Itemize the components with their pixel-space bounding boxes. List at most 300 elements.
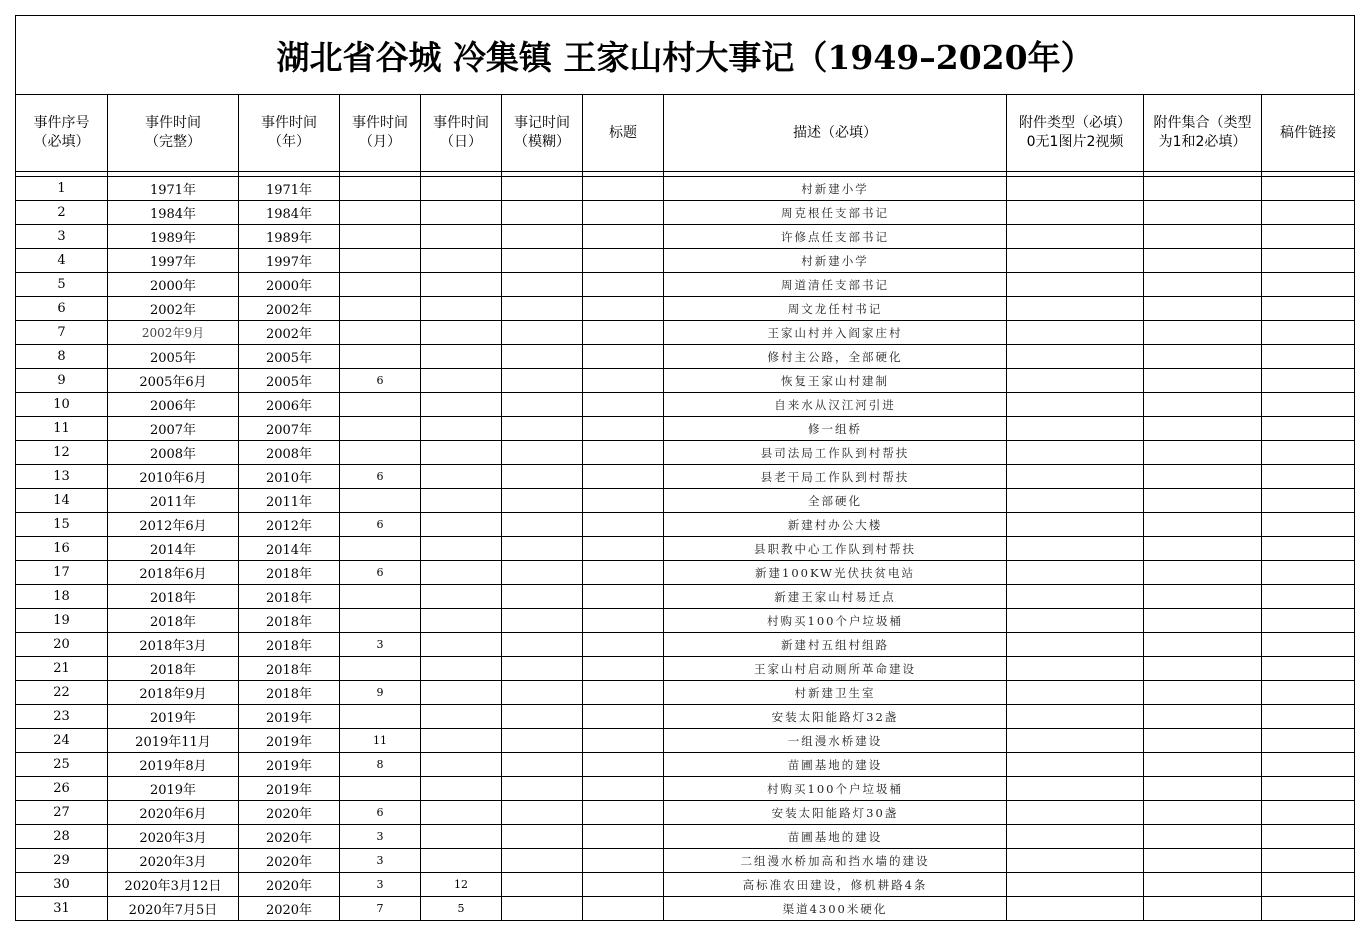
cell-no[interactable]: 16 xyxy=(16,537,108,561)
column-header-full-time[interactable] xyxy=(108,95,239,172)
cell-link[interactable] xyxy=(1262,801,1355,825)
cell-no[interactable]: 11 xyxy=(16,417,108,441)
cell-fuzzy[interactable] xyxy=(502,417,583,441)
cell-fuzzy[interactable] xyxy=(502,441,583,465)
cell-description[interactable]: 苗圃基地的建设 xyxy=(664,825,1007,849)
cell-attachment-type[interactable] xyxy=(1007,657,1144,681)
cell-day[interactable] xyxy=(421,633,502,657)
cell-attachment-set[interactable] xyxy=(1144,417,1262,441)
cell-attachment-set[interactable] xyxy=(1144,657,1262,681)
cell-title[interactable] xyxy=(583,561,664,585)
cell-link[interactable] xyxy=(1262,609,1355,633)
cell-full-time[interactable]: 2005年 xyxy=(108,345,239,369)
cell-full-time[interactable]: 2018年9月 xyxy=(108,681,239,705)
cell-fuzzy[interactable] xyxy=(502,201,583,225)
cell-fuzzy[interactable] xyxy=(502,729,583,753)
cell-description[interactable]: 村购买100个户垃圾桶 xyxy=(664,777,1007,801)
cell-month[interactable]: 3 xyxy=(340,873,421,897)
cell-full-time[interactable]: 1997年 xyxy=(108,249,239,273)
cell-title[interactable] xyxy=(583,393,664,417)
cell-title[interactable] xyxy=(583,321,664,345)
cell-no[interactable]: 4 xyxy=(16,249,108,273)
cell-attachment-type[interactable] xyxy=(1007,633,1144,657)
cell-day[interactable] xyxy=(421,297,502,321)
cell-description[interactable]: 新建村办公大楼 xyxy=(664,513,1007,537)
cell-day[interactable] xyxy=(421,729,502,753)
cell-attachment-set[interactable] xyxy=(1144,729,1262,753)
cell-month[interactable]: 11 xyxy=(340,729,421,753)
cell-description[interactable]: 许修点任支部书记 xyxy=(664,225,1007,249)
cell-month[interactable] xyxy=(340,321,421,345)
cell-full-time[interactable]: 2002年 xyxy=(108,297,239,321)
cell-no[interactable]: 3 xyxy=(16,225,108,249)
cell-attachment-set[interactable] xyxy=(1144,201,1262,225)
cell-fuzzy[interactable] xyxy=(502,345,583,369)
cell-no[interactable]: 28 xyxy=(16,825,108,849)
cell-day[interactable] xyxy=(421,465,502,489)
cell-month[interactable]: 7 xyxy=(340,897,421,921)
cell-month[interactable] xyxy=(340,609,421,633)
cell-day[interactable] xyxy=(421,657,502,681)
cell-year[interactable]: 2006年 xyxy=(239,393,340,417)
cell-full-time[interactable]: 2020年7月5日 xyxy=(108,897,239,921)
cell-fuzzy[interactable] xyxy=(502,225,583,249)
cell-attachment-set[interactable] xyxy=(1144,537,1262,561)
cell-attachment-set[interactable] xyxy=(1144,609,1262,633)
cell-fuzzy[interactable] xyxy=(502,681,583,705)
cell-title[interactable] xyxy=(583,873,664,897)
cell-year[interactable]: 2012年 xyxy=(239,513,340,537)
cell-link[interactable] xyxy=(1262,729,1355,753)
cell-day[interactable] xyxy=(421,225,502,249)
cell-attachment-set[interactable] xyxy=(1144,393,1262,417)
cell-year[interactable]: 2008年 xyxy=(239,441,340,465)
cell-full-time[interactable]: 2018年6月 xyxy=(108,561,239,585)
cell-description[interactable]: 县司法局工作队到村帮扶 xyxy=(664,441,1007,465)
cell-fuzzy[interactable] xyxy=(502,825,583,849)
cell-attachment-type[interactable] xyxy=(1007,705,1144,729)
cell-attachment-type[interactable] xyxy=(1007,681,1144,705)
cell-no[interactable]: 2 xyxy=(16,201,108,225)
cell-fuzzy[interactable] xyxy=(502,657,583,681)
column-header-fuzzy[interactable] xyxy=(502,95,583,172)
cell-link[interactable] xyxy=(1262,225,1355,249)
cell-no[interactable]: 22 xyxy=(16,681,108,705)
cell-description[interactable]: 新建100KW光伏扶贫电站 xyxy=(664,561,1007,585)
cell-fuzzy[interactable] xyxy=(502,633,583,657)
page-title[interactable]: 湖北省谷城 冷集镇 王家山村大事记（1949–2020年） xyxy=(16,16,1355,95)
cell-full-time[interactable]: 2011年 xyxy=(108,489,239,513)
cell-link[interactable] xyxy=(1262,585,1355,609)
cell-link[interactable] xyxy=(1262,489,1355,513)
cell-full-time[interactable]: 2012年6月 xyxy=(108,513,239,537)
cell-year[interactable]: 2005年 xyxy=(239,369,340,393)
cell-link[interactable] xyxy=(1262,537,1355,561)
cell-description[interactable]: 修村主公路，全部硬化 xyxy=(664,345,1007,369)
cell-link[interactable] xyxy=(1262,321,1355,345)
cell-no[interactable]: 17 xyxy=(16,561,108,585)
cell-title[interactable] xyxy=(583,777,664,801)
cell-full-time[interactable]: 2002年9月 xyxy=(108,321,239,345)
cell-attachment-set[interactable] xyxy=(1144,753,1262,777)
cell-full-time[interactable]: 1984年 xyxy=(108,201,239,225)
cell-attachment-type[interactable] xyxy=(1007,489,1144,513)
cell-no[interactable]: 13 xyxy=(16,465,108,489)
cell-description[interactable]: 周道清任支部书记 xyxy=(664,273,1007,297)
cell-link[interactable] xyxy=(1262,441,1355,465)
cell-year[interactable]: 2018年 xyxy=(239,585,340,609)
cell-attachment-type[interactable] xyxy=(1007,801,1144,825)
cell-no[interactable]: 15 xyxy=(16,513,108,537)
cell-month[interactable] xyxy=(340,345,421,369)
cell-no[interactable]: 9 xyxy=(16,369,108,393)
cell-fuzzy[interactable] xyxy=(502,777,583,801)
cell-year[interactable]: 1971年 xyxy=(239,177,340,201)
cell-year[interactable]: 2010年 xyxy=(239,465,340,489)
cell-attachment-set[interactable] xyxy=(1144,465,1262,489)
cell-month[interactable] xyxy=(340,777,421,801)
cell-no[interactable]: 23 xyxy=(16,705,108,729)
cell-attachment-type[interactable] xyxy=(1007,369,1144,393)
cell-fuzzy[interactable] xyxy=(502,513,583,537)
cell-no[interactable]: 26 xyxy=(16,777,108,801)
cell-description[interactable]: 恢复王家山村建制 xyxy=(664,369,1007,393)
cell-no[interactable]: 31 xyxy=(16,897,108,921)
cell-year[interactable]: 2002年 xyxy=(239,321,340,345)
cell-title[interactable] xyxy=(583,657,664,681)
cell-fuzzy[interactable] xyxy=(502,849,583,873)
cell-year[interactable]: 2020年 xyxy=(239,873,340,897)
cell-description[interactable]: 一组漫水桥建设 xyxy=(664,729,1007,753)
cell-title[interactable] xyxy=(583,369,664,393)
cell-description[interactable]: 王家山村并入阎家庄村 xyxy=(664,321,1007,345)
cell-year[interactable]: 2011年 xyxy=(239,489,340,513)
cell-attachment-set[interactable] xyxy=(1144,273,1262,297)
cell-description[interactable]: 渠道4300米硬化 xyxy=(664,897,1007,921)
cell-attachment-set[interactable] xyxy=(1144,873,1262,897)
cell-description[interactable]: 村新建卫生室 xyxy=(664,681,1007,705)
cell-attachment-set[interactable] xyxy=(1144,321,1262,345)
cell-full-time[interactable]: 2018年3月 xyxy=(108,633,239,657)
cell-no[interactable]: 29 xyxy=(16,849,108,873)
cell-year[interactable]: 1989年 xyxy=(239,225,340,249)
cell-fuzzy[interactable] xyxy=(502,561,583,585)
cell-link[interactable] xyxy=(1262,681,1355,705)
cell-attachment-set[interactable] xyxy=(1144,369,1262,393)
cell-attachment-type[interactable] xyxy=(1007,585,1144,609)
cell-link[interactable] xyxy=(1262,849,1355,873)
cell-title[interactable] xyxy=(583,273,664,297)
cell-full-time[interactable]: 2019年 xyxy=(108,777,239,801)
cell-description[interactable]: 新建村五组村组路 xyxy=(664,633,1007,657)
cell-full-time[interactable]: 2019年8月 xyxy=(108,753,239,777)
column-header-attachment-type[interactable] xyxy=(1007,95,1144,172)
cell-day[interactable] xyxy=(421,201,502,225)
cell-attachment-set[interactable] xyxy=(1144,441,1262,465)
cell-fuzzy[interactable] xyxy=(502,489,583,513)
cell-description[interactable]: 苗圃基地的建设 xyxy=(664,753,1007,777)
cell-day[interactable] xyxy=(421,705,502,729)
cell-month[interactable] xyxy=(340,249,421,273)
column-header-year[interactable] xyxy=(239,95,340,172)
cell-link[interactable] xyxy=(1262,345,1355,369)
cell-link[interactable] xyxy=(1262,825,1355,849)
cell-attachment-set[interactable] xyxy=(1144,801,1262,825)
cell-attachment-type[interactable] xyxy=(1007,273,1144,297)
cell-full-time[interactable]: 2007年 xyxy=(108,417,239,441)
cell-full-time[interactable]: 2018年 xyxy=(108,585,239,609)
cell-fuzzy[interactable] xyxy=(502,297,583,321)
cell-attachment-set[interactable] xyxy=(1144,345,1262,369)
cell-title[interactable] xyxy=(583,753,664,777)
cell-no[interactable]: 5 xyxy=(16,273,108,297)
cell-full-time[interactable]: 2006年 xyxy=(108,393,239,417)
cell-year[interactable]: 2005年 xyxy=(239,345,340,369)
cell-attachment-type[interactable] xyxy=(1007,417,1144,441)
cell-day[interactable] xyxy=(421,249,502,273)
cell-title[interactable] xyxy=(583,201,664,225)
cell-month[interactable] xyxy=(340,417,421,441)
cell-link[interactable] xyxy=(1262,417,1355,441)
cell-description[interactable]: 安装太阳能路灯32盏 xyxy=(664,705,1007,729)
cell-attachment-type[interactable] xyxy=(1007,321,1144,345)
cell-title[interactable] xyxy=(583,585,664,609)
cell-no[interactable]: 18 xyxy=(16,585,108,609)
cell-attachment-type[interactable] xyxy=(1007,177,1144,201)
cell-title[interactable] xyxy=(583,681,664,705)
cell-no[interactable]: 7 xyxy=(16,321,108,345)
cell-link[interactable] xyxy=(1262,201,1355,225)
cell-month[interactable]: 6 xyxy=(340,465,421,489)
cell-description[interactable]: 高标准农田建设，修机耕路4条 xyxy=(664,873,1007,897)
cell-attachment-type[interactable] xyxy=(1007,513,1144,537)
cell-attachment-set[interactable] xyxy=(1144,249,1262,273)
cell-year[interactable]: 2019年 xyxy=(239,729,340,753)
cell-description[interactable]: 村购买100个户垃圾桶 xyxy=(664,609,1007,633)
cell-day[interactable] xyxy=(421,585,502,609)
cell-no[interactable]: 10 xyxy=(16,393,108,417)
cell-attachment-type[interactable] xyxy=(1007,201,1144,225)
cell-link[interactable] xyxy=(1262,705,1355,729)
cell-year[interactable]: 2007年 xyxy=(239,417,340,441)
cell-link[interactable] xyxy=(1262,873,1355,897)
cell-full-time[interactable]: 2020年3月 xyxy=(108,849,239,873)
cell-fuzzy[interactable] xyxy=(502,585,583,609)
cell-attachment-type[interactable] xyxy=(1007,225,1144,249)
cell-title[interactable] xyxy=(583,849,664,873)
cell-description[interactable]: 县职教中心工作队到村帮扶 xyxy=(664,537,1007,561)
cell-link[interactable] xyxy=(1262,249,1355,273)
cell-no[interactable]: 25 xyxy=(16,753,108,777)
cell-attachment-set[interactable] xyxy=(1144,561,1262,585)
cell-description[interactable]: 周克根任支部书记 xyxy=(664,201,1007,225)
cell-full-time[interactable]: 2020年3月12日 xyxy=(108,873,239,897)
cell-no[interactable]: 19 xyxy=(16,609,108,633)
cell-month[interactable] xyxy=(340,441,421,465)
cell-year[interactable]: 1997年 xyxy=(239,249,340,273)
cell-full-time[interactable]: 2005年6月 xyxy=(108,369,239,393)
cell-description[interactable]: 安装太阳能路灯30盏 xyxy=(664,801,1007,825)
cell-month[interactable]: 6 xyxy=(340,801,421,825)
cell-link[interactable] xyxy=(1262,657,1355,681)
column-header-day[interactable] xyxy=(421,95,502,172)
cell-day[interactable] xyxy=(421,321,502,345)
cell-year[interactable]: 2020年 xyxy=(239,897,340,921)
cell-title[interactable] xyxy=(583,489,664,513)
cell-fuzzy[interactable] xyxy=(502,393,583,417)
cell-description[interactable]: 自来水从汉江河引进 xyxy=(664,393,1007,417)
cell-day[interactable] xyxy=(421,369,502,393)
cell-attachment-set[interactable] xyxy=(1144,825,1262,849)
cell-year[interactable]: 2018年 xyxy=(239,681,340,705)
cell-year[interactable]: 2020年 xyxy=(239,849,340,873)
cell-day[interactable] xyxy=(421,417,502,441)
cell-year[interactable]: 2020年 xyxy=(239,801,340,825)
cell-link[interactable] xyxy=(1262,633,1355,657)
cell-year[interactable]: 2002年 xyxy=(239,297,340,321)
cell-day[interactable] xyxy=(421,345,502,369)
cell-link[interactable] xyxy=(1262,177,1355,201)
cell-full-time[interactable]: 1989年 xyxy=(108,225,239,249)
cell-full-time[interactable]: 2014年 xyxy=(108,537,239,561)
cell-fuzzy[interactable] xyxy=(502,321,583,345)
cell-day[interactable] xyxy=(421,681,502,705)
cell-fuzzy[interactable] xyxy=(502,873,583,897)
cell-no[interactable]: 27 xyxy=(16,801,108,825)
cell-title[interactable] xyxy=(583,801,664,825)
column-header-no[interactable] xyxy=(16,95,108,172)
cell-month[interactable] xyxy=(340,705,421,729)
cell-full-time[interactable]: 2008年 xyxy=(108,441,239,465)
cell-month[interactable] xyxy=(340,297,421,321)
cell-day[interactable] xyxy=(421,273,502,297)
cell-title[interactable] xyxy=(583,417,664,441)
cell-fuzzy[interactable] xyxy=(502,705,583,729)
cell-title[interactable] xyxy=(583,297,664,321)
cell-month[interactable]: 9 xyxy=(340,681,421,705)
cell-year[interactable]: 2018年 xyxy=(239,657,340,681)
cell-attachment-type[interactable] xyxy=(1007,249,1144,273)
cell-full-time[interactable]: 2019年11月 xyxy=(108,729,239,753)
cell-attachment-type[interactable] xyxy=(1007,297,1144,321)
cell-attachment-set[interactable] xyxy=(1144,681,1262,705)
cell-year[interactable]: 2000年 xyxy=(239,273,340,297)
cell-full-time[interactable]: 2020年6月 xyxy=(108,801,239,825)
cell-year[interactable]: 2020年 xyxy=(239,825,340,849)
cell-day[interactable] xyxy=(421,609,502,633)
cell-month[interactable] xyxy=(340,273,421,297)
column-header-attachment-set[interactable] xyxy=(1144,95,1262,172)
cell-day[interactable] xyxy=(421,801,502,825)
cell-day[interactable] xyxy=(421,177,502,201)
cell-link[interactable] xyxy=(1262,513,1355,537)
cell-description[interactable]: 全部硬化 xyxy=(664,489,1007,513)
cell-description[interactable]: 村新建小学 xyxy=(664,249,1007,273)
cell-description[interactable]: 周文龙任村书记 xyxy=(664,297,1007,321)
cell-attachment-set[interactable] xyxy=(1144,849,1262,873)
cell-fuzzy[interactable] xyxy=(502,465,583,489)
cell-link[interactable] xyxy=(1262,273,1355,297)
cell-title[interactable] xyxy=(583,225,664,249)
cell-attachment-type[interactable] xyxy=(1007,897,1144,921)
cell-attachment-type[interactable] xyxy=(1007,441,1144,465)
cell-fuzzy[interactable] xyxy=(502,753,583,777)
cell-attachment-type[interactable] xyxy=(1007,561,1144,585)
cell-year[interactable]: 2019年 xyxy=(239,777,340,801)
cell-fuzzy[interactable] xyxy=(502,273,583,297)
cell-attachment-set[interactable] xyxy=(1144,177,1262,201)
cell-year[interactable]: 2018年 xyxy=(239,561,340,585)
cell-full-time[interactable]: 2019年 xyxy=(108,705,239,729)
column-header-month[interactable] xyxy=(340,95,421,172)
cell-attachment-set[interactable] xyxy=(1144,513,1262,537)
column-header-description[interactable] xyxy=(664,95,1007,172)
cell-full-time[interactable]: 1971年 xyxy=(108,177,239,201)
cell-link[interactable] xyxy=(1262,777,1355,801)
cell-title[interactable] xyxy=(583,897,664,921)
cell-month[interactable]: 6 xyxy=(340,369,421,393)
cell-no[interactable]: 20 xyxy=(16,633,108,657)
column-header-link[interactable] xyxy=(1262,95,1355,172)
cell-month[interactable] xyxy=(340,585,421,609)
cell-title[interactable] xyxy=(583,465,664,489)
cell-year[interactable]: 2018年 xyxy=(239,633,340,657)
cell-attachment-type[interactable] xyxy=(1007,393,1144,417)
cell-month[interactable] xyxy=(340,225,421,249)
cell-year[interactable]: 2014年 xyxy=(239,537,340,561)
cell-link[interactable] xyxy=(1262,753,1355,777)
cell-month[interactable]: 3 xyxy=(340,849,421,873)
cell-title[interactable] xyxy=(583,825,664,849)
cell-month[interactable] xyxy=(340,201,421,225)
cell-link[interactable] xyxy=(1262,465,1355,489)
cell-attachment-type[interactable] xyxy=(1007,465,1144,489)
cell-fuzzy[interactable] xyxy=(502,801,583,825)
cell-title[interactable] xyxy=(583,177,664,201)
cell-fuzzy[interactable] xyxy=(502,177,583,201)
cell-full-time[interactable]: 2010年6月 xyxy=(108,465,239,489)
cell-month[interactable] xyxy=(340,657,421,681)
cell-attachment-set[interactable] xyxy=(1144,705,1262,729)
cell-year[interactable]: 1984年 xyxy=(239,201,340,225)
cell-month[interactable] xyxy=(340,177,421,201)
cell-link[interactable] xyxy=(1262,897,1355,921)
cell-link[interactable] xyxy=(1262,561,1355,585)
cell-description[interactable]: 二组漫水桥加高和挡水墙的建设 xyxy=(664,849,1007,873)
cell-month[interactable]: 8 xyxy=(340,753,421,777)
cell-description[interactable]: 村新建小学 xyxy=(664,177,1007,201)
cell-fuzzy[interactable] xyxy=(502,609,583,633)
cell-description[interactable]: 王家山村启动厕所革命建设 xyxy=(664,657,1007,681)
cell-day[interactable] xyxy=(421,753,502,777)
cell-title[interactable] xyxy=(583,513,664,537)
cell-attachment-type[interactable] xyxy=(1007,753,1144,777)
column-header-title[interactable] xyxy=(583,95,664,172)
cell-day[interactable]: 5 xyxy=(421,897,502,921)
cell-no[interactable]: 30 xyxy=(16,873,108,897)
cell-day[interactable]: 12 xyxy=(421,873,502,897)
cell-link[interactable] xyxy=(1262,369,1355,393)
cell-year[interactable]: 2018年 xyxy=(239,609,340,633)
cell-day[interactable] xyxy=(421,849,502,873)
cell-day[interactable] xyxy=(421,825,502,849)
cell-link[interactable] xyxy=(1262,297,1355,321)
cell-attachment-type[interactable] xyxy=(1007,537,1144,561)
cell-no[interactable]: 14 xyxy=(16,489,108,513)
cell-month[interactable]: 6 xyxy=(340,561,421,585)
cell-attachment-set[interactable] xyxy=(1144,633,1262,657)
cell-attachment-set[interactable] xyxy=(1144,225,1262,249)
